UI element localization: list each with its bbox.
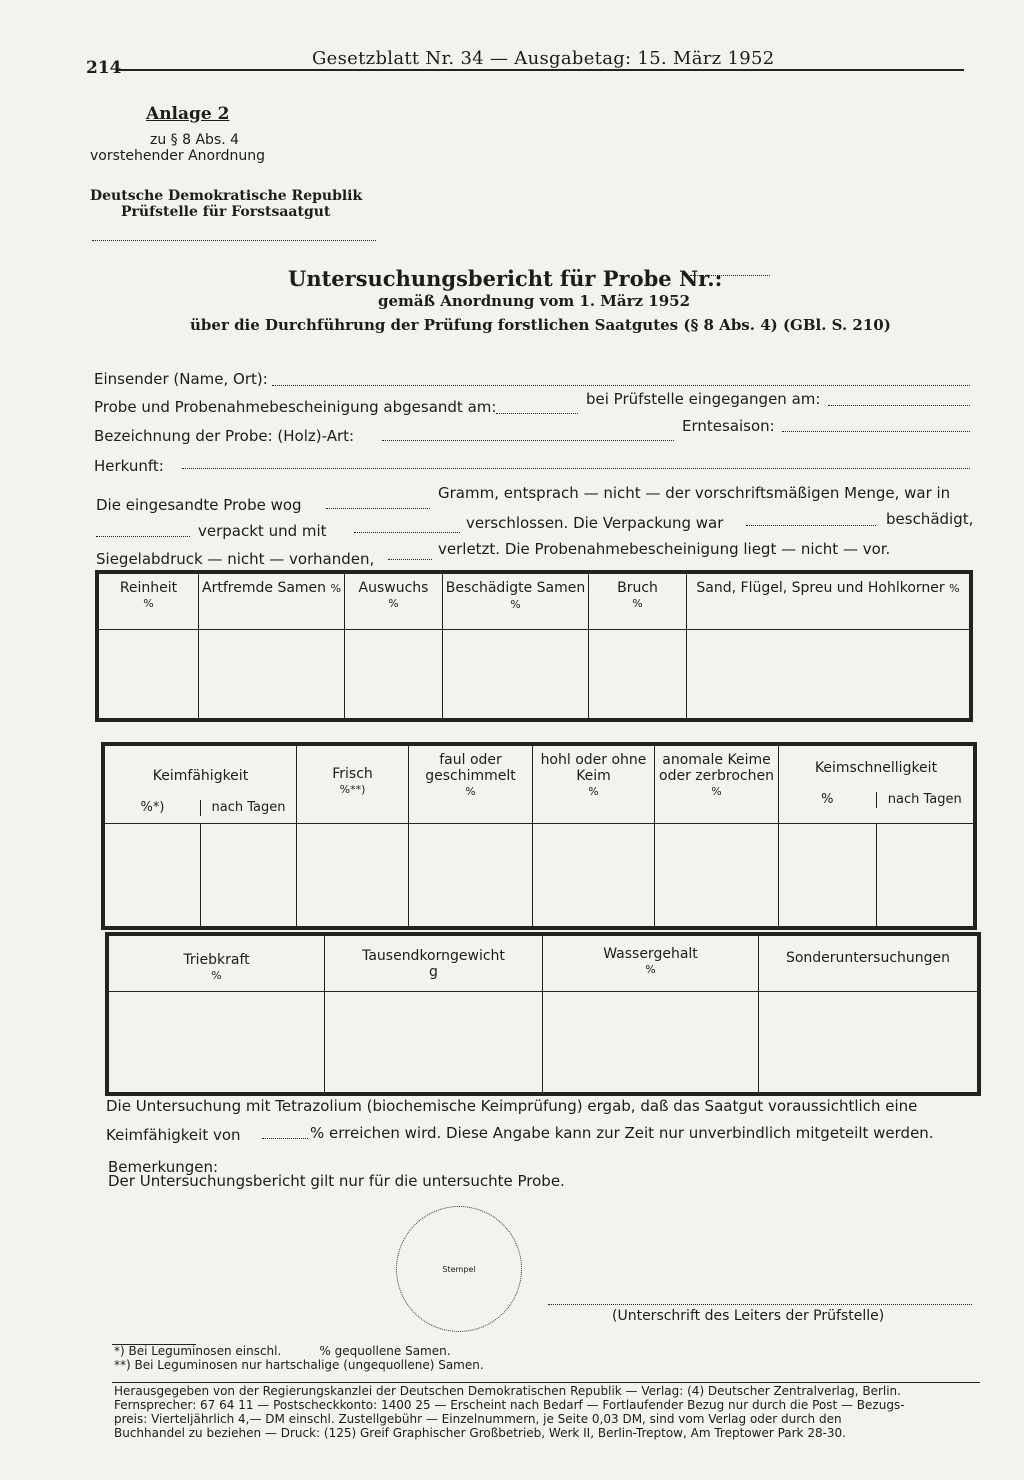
purity-table xyxy=(98,573,970,719)
germination-value-cell[interactable] xyxy=(105,824,297,927)
sample-number-field[interactable] xyxy=(690,275,770,276)
certificate-text: verletzt. Die Probenahmebescheinigung liegt — nicht — vor. xyxy=(438,540,891,558)
germination-estimate-note: % erreichen wird. Diese Angabe kann zur Zeit nur unverbindlich mitgeteilt werden. xyxy=(310,1124,934,1142)
water-content-value-cell[interactable] xyxy=(543,992,759,1093)
foreign-seeds-value-cell[interactable] xyxy=(199,630,345,719)
speed-days-subheader: nach Tagen xyxy=(876,792,974,808)
sprouted-header: Auswuchs % xyxy=(345,574,443,630)
imprint-line1: Herausgegeben von der Regierungskanzlei der Deutschen Demokratischen Republik — Verlag: (4) Deutscher Zentralverlag, Berlin. xyxy=(114,1384,901,1398)
sent-date-label: Probe und Probenahmebescheinigung abgesandt am: xyxy=(94,398,497,416)
packaging-state-label: verschlossen. Die Verpackung war xyxy=(466,514,724,532)
abnormal-value-cell[interactable] xyxy=(655,824,779,927)
special-tests-value-cell[interactable] xyxy=(759,992,978,1093)
damaged-seeds-value-cell[interactable] xyxy=(443,630,589,719)
germination-pct-subheader: %*) xyxy=(140,800,165,815)
germination-speed-header: Keimschnelligkeit % nach Tagen xyxy=(779,746,974,824)
sample-quantity-text: Gramm, entsprach — nicht — der vorschriftsmäßigen Menge, war in xyxy=(438,484,951,502)
germination-days-subheader: nach Tagen xyxy=(200,800,296,816)
received-date-label: bei Prüfstelle eingegangen am: xyxy=(586,390,821,408)
issuer-country: Deutsche Demokratische Republik xyxy=(90,188,363,204)
remarks-text: Der Untersuchungsbericht gilt nur für die untersuchte Probe. xyxy=(108,1172,565,1190)
origin-field[interactable] xyxy=(182,468,970,469)
packaging-field[interactable] xyxy=(96,536,190,537)
species-label: Bezeichnung der Probe: (Holz)-Art: xyxy=(94,427,355,445)
damaged-seeds-header: Beschädigte Samen % xyxy=(443,574,589,630)
purity-value-cell[interactable] xyxy=(99,630,199,719)
imprint-line2: Fernsprecher: 67 64 11 — Postscheckkonto: 1400 25 — Erscheint nach Bedarf — Fortlaufender Bezug nur durch die Post — Bezugs- xyxy=(114,1398,905,1412)
sent-date-field[interactable] xyxy=(496,413,578,414)
thousand-seed-weight-header: Tausendkorngewicht g xyxy=(325,936,543,992)
rotten-value-cell[interactable] xyxy=(409,824,533,927)
report-title: Untersuchungsbericht für Probe Nr.: xyxy=(288,266,723,291)
origin-label: Herkunft: xyxy=(94,457,164,475)
header-title: Gesetzblatt Nr. 34 — Ausgabetag: 15. März 1952 xyxy=(312,48,775,69)
germination-speed-value-cell[interactable] xyxy=(779,824,974,927)
signature-line[interactable] xyxy=(548,1304,972,1305)
speed-pct-subheader: % xyxy=(821,792,834,807)
closure-field[interactable] xyxy=(354,532,460,533)
seal-label: Siegelabdruck — nicht — vorhanden, xyxy=(96,550,375,568)
signature-label: (Unterschrift des Leiters der Prüfstelle) xyxy=(612,1308,885,1324)
imprint-line4: Buchhandel zu beziehen — Druck: (125) Greif Graphischer Großbetrieb, Werk II, Berlin-Treptow, Am Treptower Park 28-30. xyxy=(114,1426,846,1440)
germination-header: Keimfähigkeit %*) nach Tagen xyxy=(105,746,297,824)
vigor-header: Triebkraft % xyxy=(109,936,325,992)
annex-reference-line1: zu § 8 Abs. 4 xyxy=(150,132,240,148)
sender-field[interactable] xyxy=(272,385,970,386)
seal-field[interactable] xyxy=(388,559,432,560)
tetrazolium-text: Die Untersuchung mit Tetrazolium (biochemische Keimprüfung) ergab, daß das Saatgut voraussichtlich eine xyxy=(106,1097,918,1115)
season-label: Erntesaison: xyxy=(682,417,775,435)
imprint-line3: preis: Vierteljährlich 4,— DM einschl. Zustellgebühr — Einzelnummern, je Seite 0,03 DM, sind vom Verlag oder durch den xyxy=(114,1412,842,1426)
report-subtitle-scope: über die Durchführung der Prüfung forstlichen Saatgutes (§ 8 Abs. 4) (GBl. S. 210) xyxy=(190,316,891,334)
sand-wings-header: Sand, Flügel, Spreu und Hohlkorner % xyxy=(687,574,970,630)
sender-label: Einsender (Name, Ort): xyxy=(94,370,268,388)
hollow-value-cell[interactable] xyxy=(533,824,655,927)
germination-estimate-label: Keimfähigkeit von xyxy=(106,1126,241,1144)
received-date-field[interactable] xyxy=(828,405,970,406)
sample-weight-label: Die eingesandte Probe wog xyxy=(96,496,302,514)
damaged-label: beschädigt, xyxy=(886,510,974,528)
footnote-2: **) Bei Leguminosen nur hartschalige (ungequollene) Samen. xyxy=(114,1358,484,1372)
purity-header: Reinheit % xyxy=(99,574,199,630)
packaging-state-field[interactable] xyxy=(746,525,876,526)
broken-header: Bruch % xyxy=(589,574,687,630)
germination-table xyxy=(104,745,974,927)
vigor-value-cell[interactable] xyxy=(109,992,325,1093)
vigor-table xyxy=(108,935,978,1093)
rotten-header: faul oder geschimmelt % xyxy=(409,746,533,824)
imprint-rule xyxy=(112,1382,980,1383)
header-rule xyxy=(118,69,964,71)
footnote-1: *) Bei Leguminosen einschl. % gequollene Samen. xyxy=(114,1344,451,1358)
annex-reference-line2: vorstehender Anordnung xyxy=(90,148,265,164)
abnormal-header: anomale Keime oder zerbrochen % xyxy=(655,746,779,824)
special-tests-header: Sonderuntersuchungen xyxy=(759,936,978,992)
germination-estimate-field[interactable] xyxy=(262,1138,308,1139)
issuer-office: Prüfstelle für Forstsaatgut xyxy=(121,204,331,220)
fresh-header: Frisch %**) xyxy=(297,746,409,824)
annex-title: Anlage 2 xyxy=(146,104,230,124)
hollow-header: hohl oder ohne Keim % xyxy=(533,746,655,824)
sand-wings-value-cell[interactable] xyxy=(687,630,970,719)
water-content-header: Wassergehalt % xyxy=(543,936,759,992)
page-number: 214 xyxy=(86,58,122,78)
stamp-label: Stempel xyxy=(442,1264,476,1274)
foreign-seeds-header: Artfremde Samen % xyxy=(199,574,345,630)
thousand-seed-weight-value-cell[interactable] xyxy=(325,992,543,1093)
packed-with-label: verpackt und mit xyxy=(198,522,327,540)
remarks-label: Bemerkungen: xyxy=(108,1158,219,1176)
report-subtitle-ordinance: gemäß Anordnung vom 1. März 1952 xyxy=(378,292,691,310)
fresh-value-cell[interactable] xyxy=(297,824,409,927)
sprouted-value-cell[interactable] xyxy=(345,630,443,719)
sample-weight-field[interactable] xyxy=(326,508,430,509)
species-field[interactable] xyxy=(382,440,674,441)
stamp-circle xyxy=(396,1206,522,1332)
season-field[interactable] xyxy=(782,431,970,432)
broken-value-cell[interactable] xyxy=(589,630,687,719)
issuer-fill-line[interactable] xyxy=(92,240,376,241)
